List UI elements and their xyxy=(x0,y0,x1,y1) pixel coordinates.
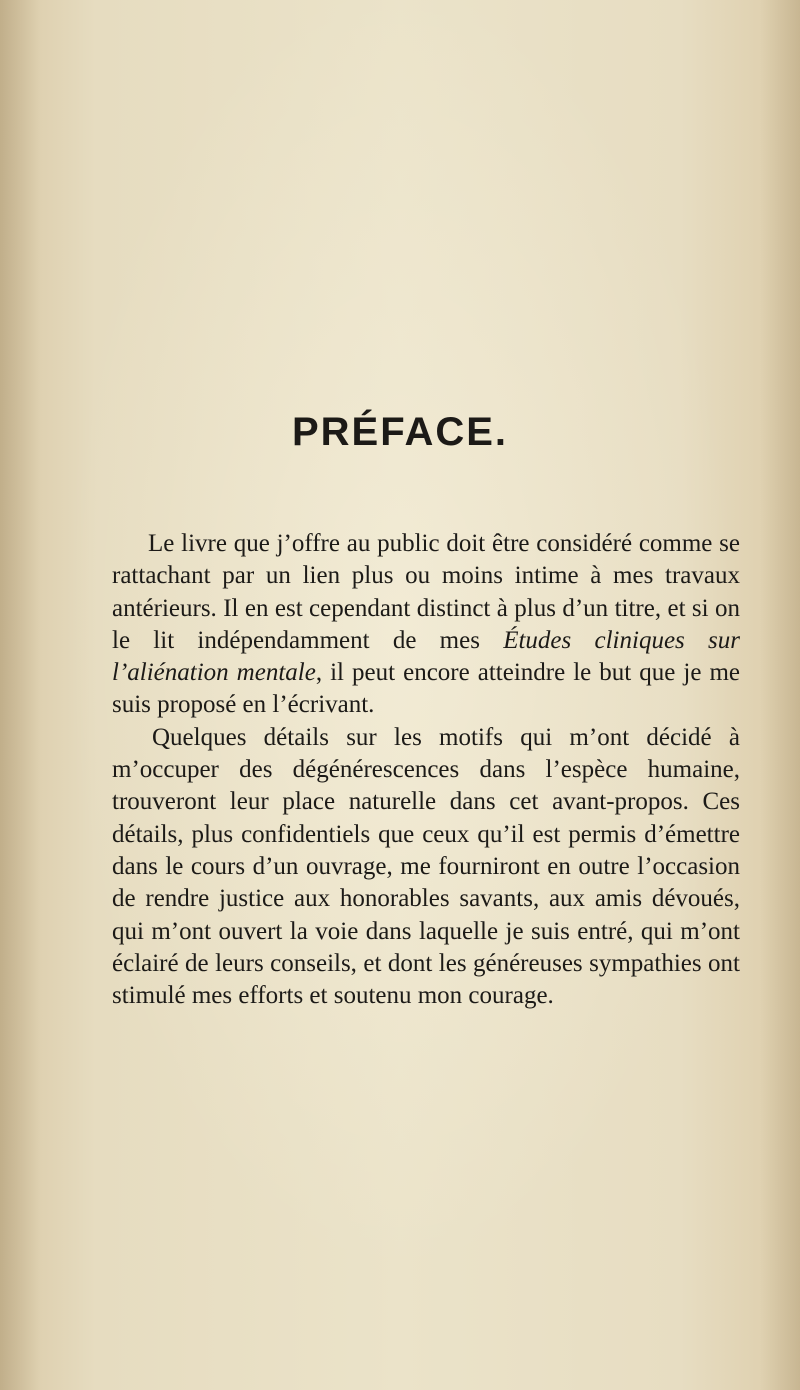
paragraph-1 xyxy=(112,528,740,722)
paragraph-1-text-end: , il peut encore atteindre le but que je me suis proposé en l’écrivant. xyxy=(112,659,740,719)
preface-body xyxy=(112,528,740,1012)
paragraph-1-text-start: Le livre que j’offre au public doit être considéré comme se rattachant par un lien plus ou moins intime à mes travaux antérieurs. Il en est cependant distinct à plus d’un titre, et si on le lit indépendamment de mes xyxy=(112,530,740,654)
page-title: PRÉFACE. xyxy=(291,410,509,454)
page-edge-shadow-left xyxy=(0,0,40,1390)
page-edge-shadow-right xyxy=(760,0,800,1390)
paragraph-2: Quelques détails sur les motifs qui m’ont décidé à m’occuper des dégénérescences dans l’espèce humaine, trouveront leur place naturelle dans cet avant-propos. Ces détails, plus confidentiels que ceux qu’il est permis d’émettre dans le cours d’un ouvrage, me fourniront en outre l’occasion de rendre justice aux honorables savants, aux amis dévoués, qui m’ont ouvert la voie dans laquelle je suis entré, qui m’ont éclairé de leurs conseils, et dont les généreuses sympathies ont stimulé mes efforts et soutenu mon courage. xyxy=(112,723,740,1010)
book-title-italic: Études cliniques sur l’aliénation mentale xyxy=(112,626,740,687)
